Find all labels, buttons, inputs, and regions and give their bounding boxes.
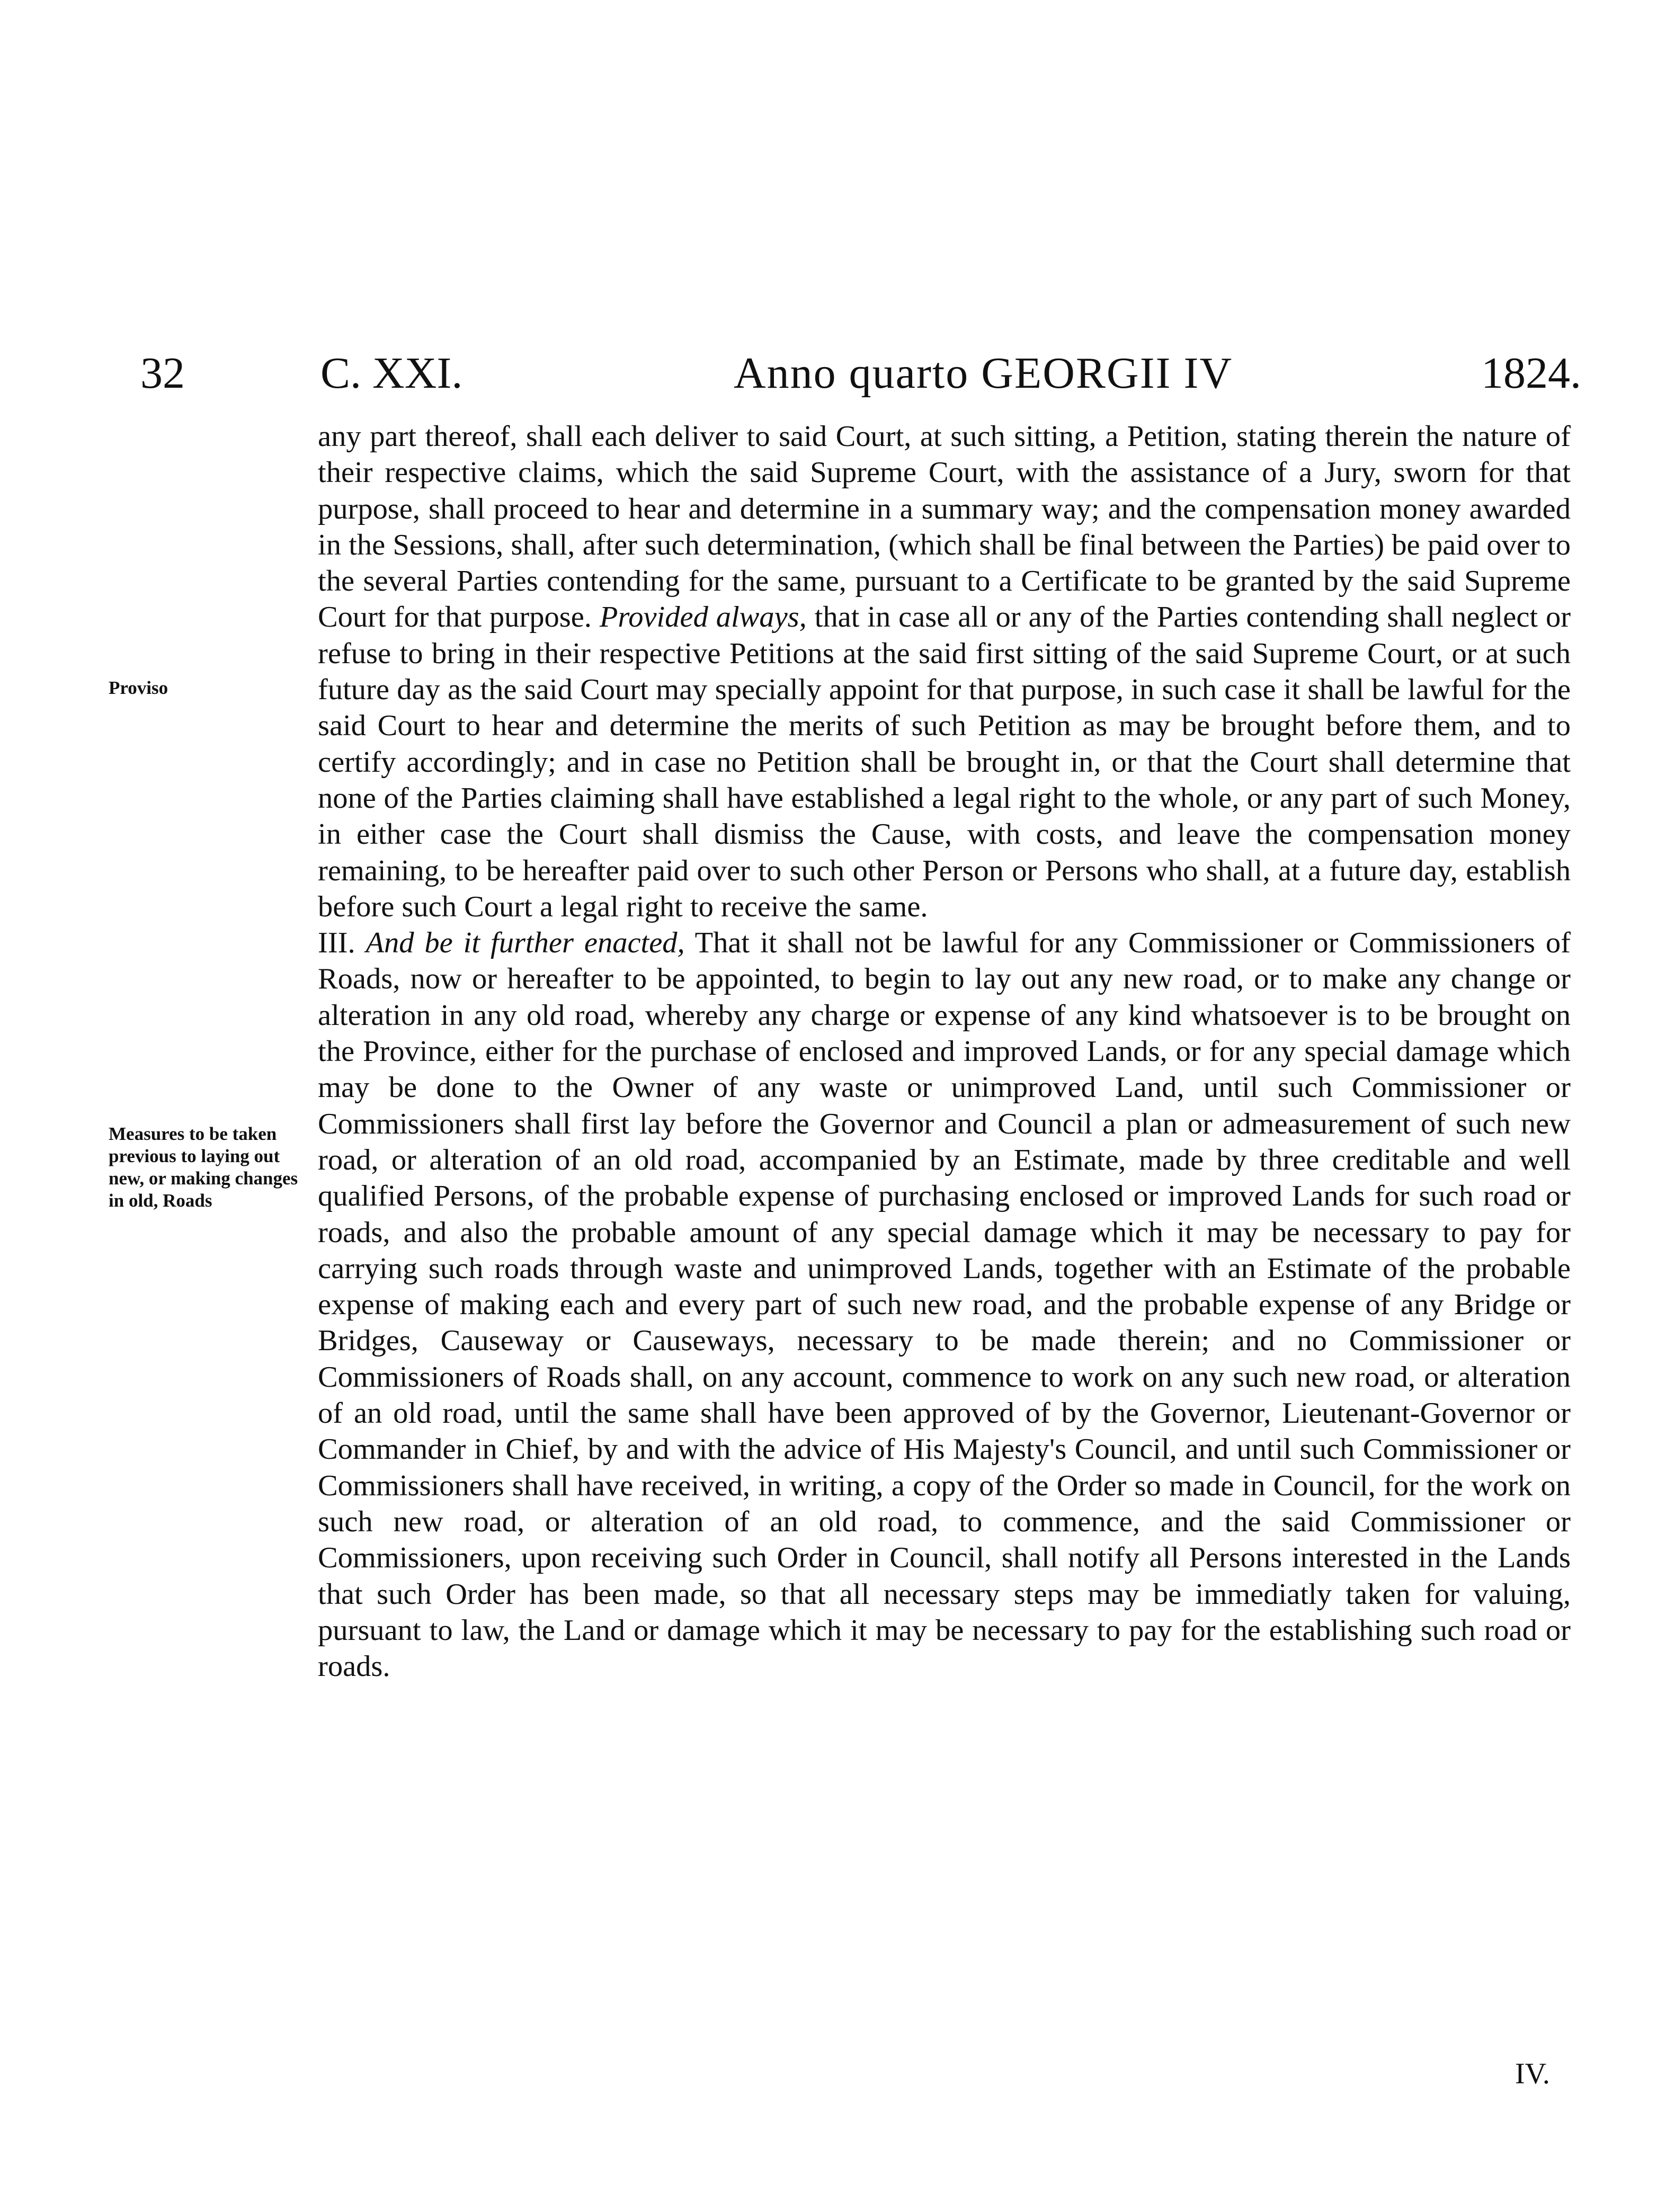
paragraph-text: any part thereof, shall each deliver to said Court, at such sitting, a Petition, stating therein the nature of their respective claims, which the said Supreme Court, with the assistance of a Jury, sworn for that purpose, shall proceed to hear and determine in a summary way; and the compensation money awarded in the Sessions, shall, after such determination, (which shall be final between the Parties) be paid over to the several Parties contending for the same, pursuant to a Certificate to be granted by the said Supreme Court for that purpose.: [318, 420, 1571, 634]
margin-note-proviso: Proviso: [109, 677, 168, 698]
chapter-number: C. XXI.: [320, 349, 463, 398]
enacting-clause: And be it further enacted,: [366, 926, 685, 960]
page-header: [140, 344, 1581, 403]
paragraph-text: that in case all or any of the Parties contending shall neglect or refuse to bring in their respective Petitions at the said first sitting of the said Supreme Court, or at such future day as the said Court may specially appoint for that purpose, in such case it shall be lawful for the said Court to hear and determine the merits of such Petition as may be brought before them, and to certify accordingly; and in case no Petition shall be brought in, or that the Court shall determine that none of the Parties claiming shall have established a legal right to the whole, or any part of such Money, in either case the Court shall dismiss the Cause, with costs, and leave the compensation money remaining, to be hereafter paid over to such other Person or Persons who shall, at a future day, establish before such Court a legal right to receive the same.: [318, 601, 1571, 923]
catchword: IV.: [1515, 2057, 1550, 2090]
year: 1824.: [1481, 349, 1581, 398]
proviso-lead: Provided always,: [599, 601, 807, 634]
section-three: [318, 925, 1571, 1684]
paragraph-continuation: [318, 418, 1571, 925]
body-text: [318, 418, 1571, 1684]
running-title: Anno quarto GEORGII IV: [734, 349, 1233, 398]
page-number: 32: [140, 349, 185, 398]
section-number: III.: [318, 926, 355, 960]
margin-note-measures: Measures to be taken previous to laying out new, or making changes in old, Roads: [109, 1123, 298, 1211]
section-text: That it shall not be lawful for any Commissioner or Commissioners of Roads, now or hereafter to be appointed, to begin to lay out any new road, or to make any change or alteration in any old road, whereby any charge or expense of any kind whatsoever is to be brought on the Province, either for the purchase of enclosed and improved Lands, or for any special damage which may be done to the Owner of any waste or unimproved Land, until such Commissioner or Commissioners shall first lay before the Governor and Council a plan or admeasurement of such new road, or alteration of an old road, accompanied by an Estimate, made by three creditable and well qualified Persons, of the probable expense of purchasing enclosed or improved Lands for such road or roads, and also the probable amount of any special damage which it may be necessary to pay for carrying such roads through waste and unimproved Lands, together with an Estimate of the probable expense of making each and every part of such new road, and the probable expense of any Bridge or Bridges, Causeway or Causeways, necessary to be made therein; and no Commissioner or Commissioners of Roads shall, on any account, commence to work on any such new road, or alteration of an old road, until the same shall have been approved of by the Governor, Lieutenant-Governor or Commander in Chief, by and with the advice of His Majesty's Council, and until such Commissioner or Commissioners shall have received, in writing, a copy of the Order so made in Council, for the work on such new road, or alteration of an old road, to commence, and the said Commissioner or Commissioners, upon receiving such Order in Council, shall notify all Persons interested in the Lands that such Order has been made, so that all necessary steps may be immediatly taken for valuing, pursuant to law, the Land or damage which it may be necessary to pay for the establishing such road or roads.: [318, 926, 1571, 1683]
